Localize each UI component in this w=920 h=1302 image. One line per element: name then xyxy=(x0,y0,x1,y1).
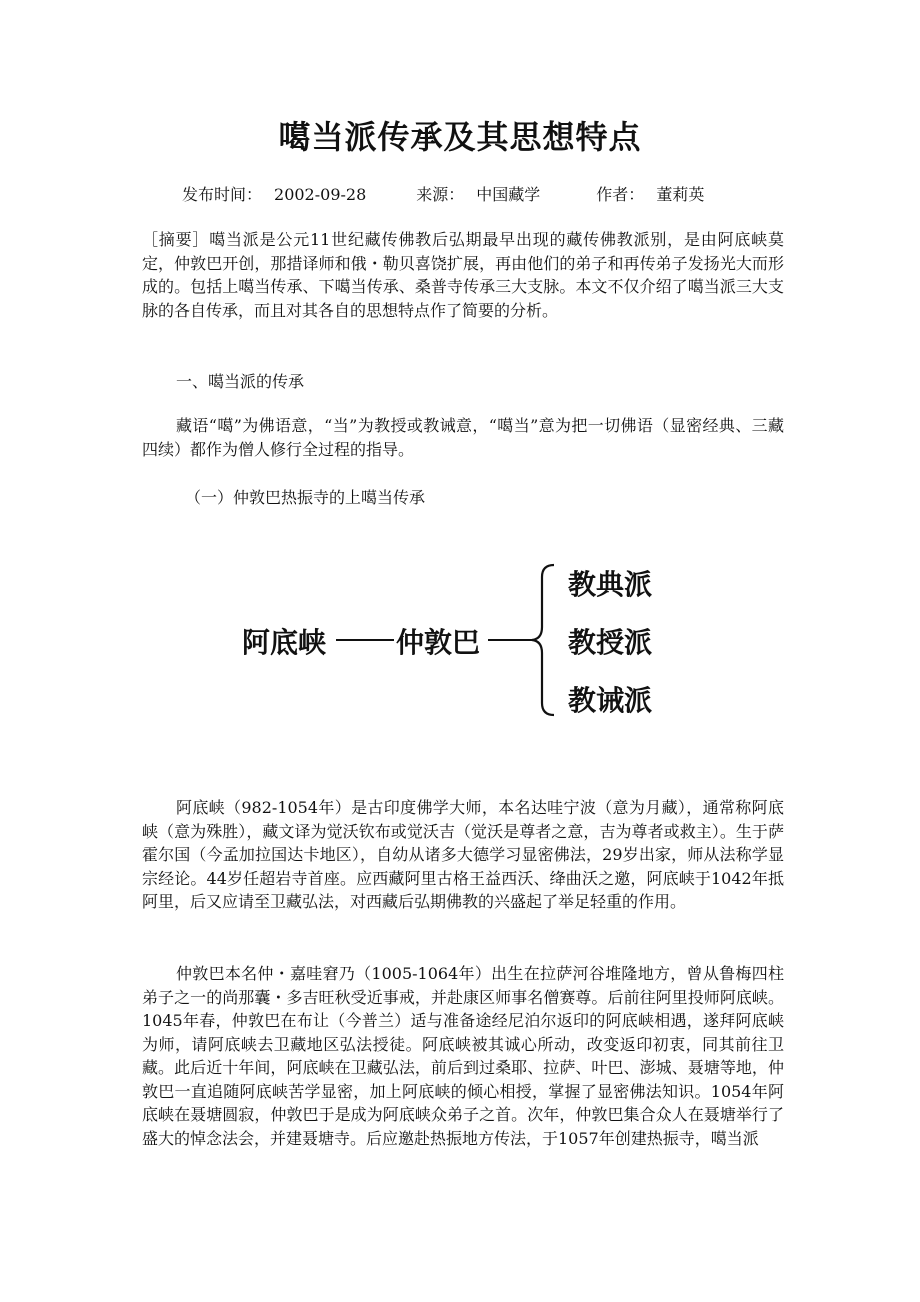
connector-line xyxy=(336,639,394,641)
page-title: 噶当派传承及其思想特点 xyxy=(278,118,642,156)
meaning-paragraph: 藏语“噶”为佛语意，“当”为教授或教诫意，“噶当”意为把一切佛语（显密经典、三藏四续）都作为僧人修行全过程的指导。 xyxy=(142,416,784,459)
atisha-paragraph: 阿底峡（982-1054年）是古印度佛学大师，本名达哇宁波（意为月藏），通常称阿底峡（意为殊胜），藏文译为觉沃钦布或觉沃吉（觉沃是尊者之意，吉为尊者或救主）。生于萨霍尔国（今孟加拉国达卡地区），自幼从诸多大德学习显密佛法，29岁出家，师从法称学显宗经论。44岁任超岩寺首座。应西藏阿里古格王益西沃、绛曲沃之邀，阿底峡于1042年抵阿里，后又应请至卫藏弘法，对西藏后弘期佛教的兴盛起了举足轻重的作用。 xyxy=(142,798,784,911)
brace-icon xyxy=(528,563,558,718)
article-meta xyxy=(182,182,704,205)
root-node: 阿底峡 xyxy=(242,626,327,659)
middle-node: 仲敦巴 xyxy=(396,626,481,659)
lineage-diagram xyxy=(230,555,680,720)
source-label: 来源： xyxy=(416,185,465,204)
subsection-heading: （一）仲敦巴热振寺的上噶当传承 xyxy=(185,488,426,507)
dromton-paragraph: 仲敦巴本名仲・嘉哇窘乃（1005-1064年）出生在拉萨河谷堆隆地方，曾从鲁梅四柱弟子之一的尚那囊・多吉旺秋受近事戒，并赴康区师事名僧赛尊。后前往阿里投师阿底峡。1045年春，仲敦巴在布让（今普兰）适与准备途经尼泊尔返印的阿底峡相遇，遂拜阿底峡为师，请阿底峡去卫藏地区弘法授徒。阿底峡被其诚心所动，改变返印初衷，同其前往卫藏。此后近十年间，阿底峡在卫藏弘法，前后到过桑耶、拉萨、叶巴、澎城、聂塘等地，仲敦巴一直追随阿底峡苦学显密，加上阿底峡的倾心相授，掌握了显密佛法知识。1054年阿底峡在聂塘圆寂，仲敦巴于是成为阿底峡众弟子之首。次年，仲敦巴集合众人在聂塘举行了盛大的悼念法会，并建聂塘寺。后应邀赴热振地方传法，于1057年创建热振寺，噶当派 xyxy=(142,964,784,1148)
abstract-paragraph: ［摘要］噶当派是公元11世纪藏传佛教后弘期最早出现的藏传佛教派别，是由阿底峡莫定，仲敦巴开创，那措译师和俄・勒贝喜饶扩展，再由他们的弟子和再传弟子发扬光大而形成的。包括上噶当传承、下噶当传承、桑普寺传承三大支脉。本文不仅介绍了噶当派三大支脉的各自传承，而且对其各自的思想特点作了简要的分析。 xyxy=(142,230,784,320)
author-value: 董莉英 xyxy=(656,185,705,204)
source-value: 中国藏学 xyxy=(476,185,541,204)
author-label: 作者： xyxy=(596,185,645,204)
branch-node-1: 教典派 xyxy=(568,568,653,601)
date-value: 2002-09-28 xyxy=(274,185,367,204)
branch-node-3: 教诫派 xyxy=(568,684,653,717)
branch-node-2: 教授派 xyxy=(568,626,653,659)
date-label: 发布时间： xyxy=(182,185,263,204)
section-heading: 一、噶当派的传承 xyxy=(176,372,305,391)
